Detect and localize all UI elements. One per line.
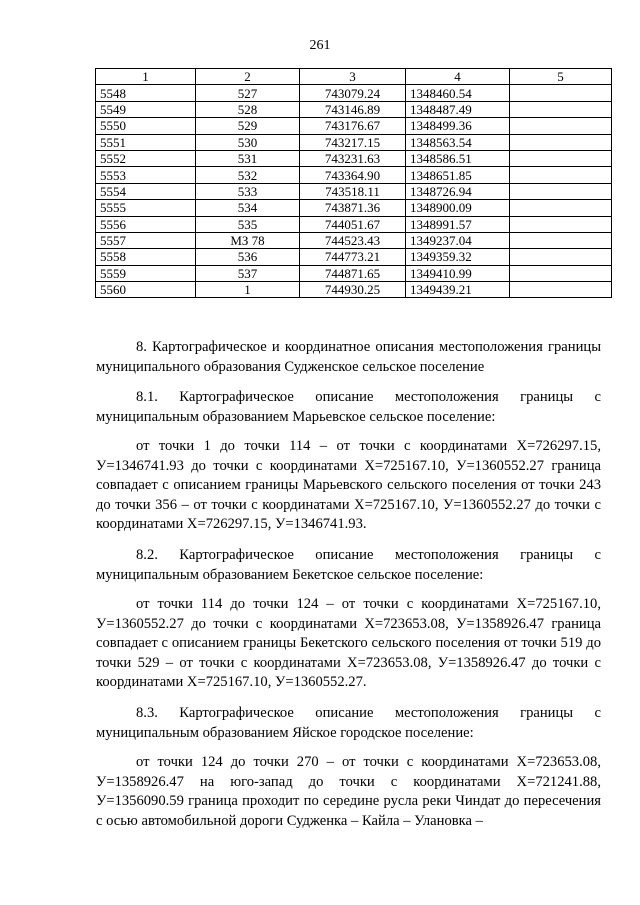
- cell-number: 5549: [96, 101, 196, 117]
- cell-x: 743217.15: [300, 134, 406, 150]
- section-8-3-body: [96, 753, 601, 831]
- cell-point: 532: [196, 167, 300, 183]
- cell-point: 529: [196, 118, 300, 134]
- cell-number: 5553: [96, 167, 196, 183]
- cell-x: 743079.24: [300, 85, 406, 101]
- cell-note: [510, 200, 612, 216]
- section-paragraph: от точки 124 до точки 270 – от точки с координатами Х=723653.08, У=1358926.47 на юго-запад до точки с координатами Х=721241.88, У=1356090.59 граница проходит по середине русла реки Чиндат до пересечения с осью автомобильной дороги Судженка – Кайла – Улановка –: [96, 754, 601, 829]
- cell-x: 743518.11: [300, 183, 406, 199]
- cell-x: 743146.89: [300, 101, 406, 117]
- cell-note: [510, 118, 612, 134]
- cell-note: [510, 249, 612, 265]
- section-8: [96, 338, 601, 377]
- cell-point: 537: [196, 265, 300, 281]
- cell-y: 1348563.54: [406, 134, 510, 150]
- cell-note: [510, 101, 612, 117]
- column-header: 1: [96, 69, 196, 85]
- cell-note: [510, 85, 612, 101]
- cell-point: 530: [196, 134, 300, 150]
- cell-y: 1348499.36: [406, 118, 510, 134]
- column-header: 4: [406, 69, 510, 85]
- section-heading: 8.2. Картографическое описание местоположения границы с муниципальным образованием Бекетское сельское поселение:: [96, 547, 601, 583]
- cell-point: 527: [196, 85, 300, 101]
- table-row: [96, 265, 612, 281]
- cell-number: 5558: [96, 249, 196, 265]
- cell-y: 1348586.51: [406, 150, 510, 166]
- page-number: 261: [309, 38, 331, 53]
- cell-number: 5559: [96, 265, 196, 281]
- column-header: 3: [300, 69, 406, 85]
- cell-y: 1348900.09: [406, 200, 510, 216]
- cell-point: 528: [196, 101, 300, 117]
- cell-x: 743364.90: [300, 167, 406, 183]
- section-heading: 8.3. Картографическое описание местоположения границы с муниципальным образованием Яйское городское поселение:: [96, 705, 601, 741]
- table-row: [96, 200, 612, 216]
- cell-note: [510, 134, 612, 150]
- cell-point: 534: [196, 200, 300, 216]
- table-row: [96, 118, 612, 134]
- cell-number: 5557: [96, 232, 196, 248]
- cell-x: 744523.43: [300, 232, 406, 248]
- cell-x: 744051.67: [300, 216, 406, 232]
- cell-y: 1348726.94: [406, 183, 510, 199]
- cell-y: 1348651.85: [406, 167, 510, 183]
- cell-point: 535: [196, 216, 300, 232]
- table-row: [96, 282, 612, 298]
- section-heading: 8. Картографическое и координатное описания местоположения границы муниципального образования Судженское сельское поселение: [96, 339, 601, 375]
- cell-number: 5552: [96, 150, 196, 166]
- cell-note: [510, 183, 612, 199]
- section-paragraph: от точки 114 до точки 124 – от точки с координатами Х=725167.10, У=1360552.27 до точки с координатами Х=723653.08, У=1358926.47 граница совпадает с описанием границы Бекетского сельского поселения от точки 519 до точки 529 – от точки с координатами Х=723653.08, У=1358926.47 до точки с координатами Х=725167.10, У=1360552.27.: [96, 596, 601, 691]
- cell-y: 1348991.57: [406, 216, 510, 232]
- table-row: [96, 249, 612, 265]
- cell-note: [510, 167, 612, 183]
- section-paragraph: от точки 1 до точки 114 – от точки с координатами Х=726297.15, У=1346741.93 до точки с координатами Х=725167.10, У=1360552.27 граница совпадает с описанием границы Марьевского сельского поселения от точки 243 до точки 356 – от точки с координатами Х=725167.10, У=1360552.27 до точки с координатами Х=726297.15, У=1346741.93.: [96, 438, 601, 533]
- cell-x: 743176.67: [300, 118, 406, 134]
- cell-number: 5550: [96, 118, 196, 134]
- table-row: [96, 167, 612, 183]
- cell-y: 1348460.54: [406, 85, 510, 101]
- section-8-2: [96, 546, 601, 585]
- cell-y: 1349237.04: [406, 232, 510, 248]
- cell-note: [510, 216, 612, 232]
- cell-number: 5548: [96, 85, 196, 101]
- cell-point: 533: [196, 183, 300, 199]
- cell-point: 536: [196, 249, 300, 265]
- cell-point: МЗ 78: [196, 232, 300, 248]
- table-row: [96, 232, 612, 248]
- cell-y: 1349439.21: [406, 282, 510, 298]
- table-row: [96, 85, 612, 101]
- cell-x: 744930.25: [300, 282, 406, 298]
- cell-point: 531: [196, 150, 300, 166]
- section-8-1: [96, 388, 601, 427]
- cell-y: 1349410.99: [406, 265, 510, 281]
- cell-number: 5556: [96, 216, 196, 232]
- table-row: [96, 134, 612, 150]
- cell-number: 5554: [96, 183, 196, 199]
- column-header: 5: [510, 69, 612, 85]
- cell-note: [510, 282, 612, 298]
- section-8-1-body: [96, 437, 601, 535]
- cell-x: 744773.21: [300, 249, 406, 265]
- cell-y: 1349359.32: [406, 249, 510, 265]
- cell-number: 5555: [96, 200, 196, 216]
- cell-x: 743871.36: [300, 200, 406, 216]
- cell-x: 744871.65: [300, 265, 406, 281]
- cell-x: 743231.63: [300, 150, 406, 166]
- table-header-row: [96, 69, 612, 85]
- coordinates-table: [95, 68, 612, 298]
- table-row: [96, 183, 612, 199]
- cell-number: 5551: [96, 134, 196, 150]
- section-heading: 8.1. Картографическое описание местоположения границы с муниципальным образованием Марьевское сельское поселение:: [96, 389, 601, 425]
- cell-note: [510, 150, 612, 166]
- section-8-2-body: [96, 595, 601, 693]
- cell-note: [510, 265, 612, 281]
- cell-number: 5560: [96, 282, 196, 298]
- section-8-3: [96, 704, 601, 743]
- cell-note: [510, 232, 612, 248]
- column-header: 2: [196, 69, 300, 85]
- cell-y: 1348487.49: [406, 101, 510, 117]
- table-row: [96, 101, 612, 117]
- table-row: [96, 216, 612, 232]
- table-row: [96, 150, 612, 166]
- cell-point: 1: [196, 282, 300, 298]
